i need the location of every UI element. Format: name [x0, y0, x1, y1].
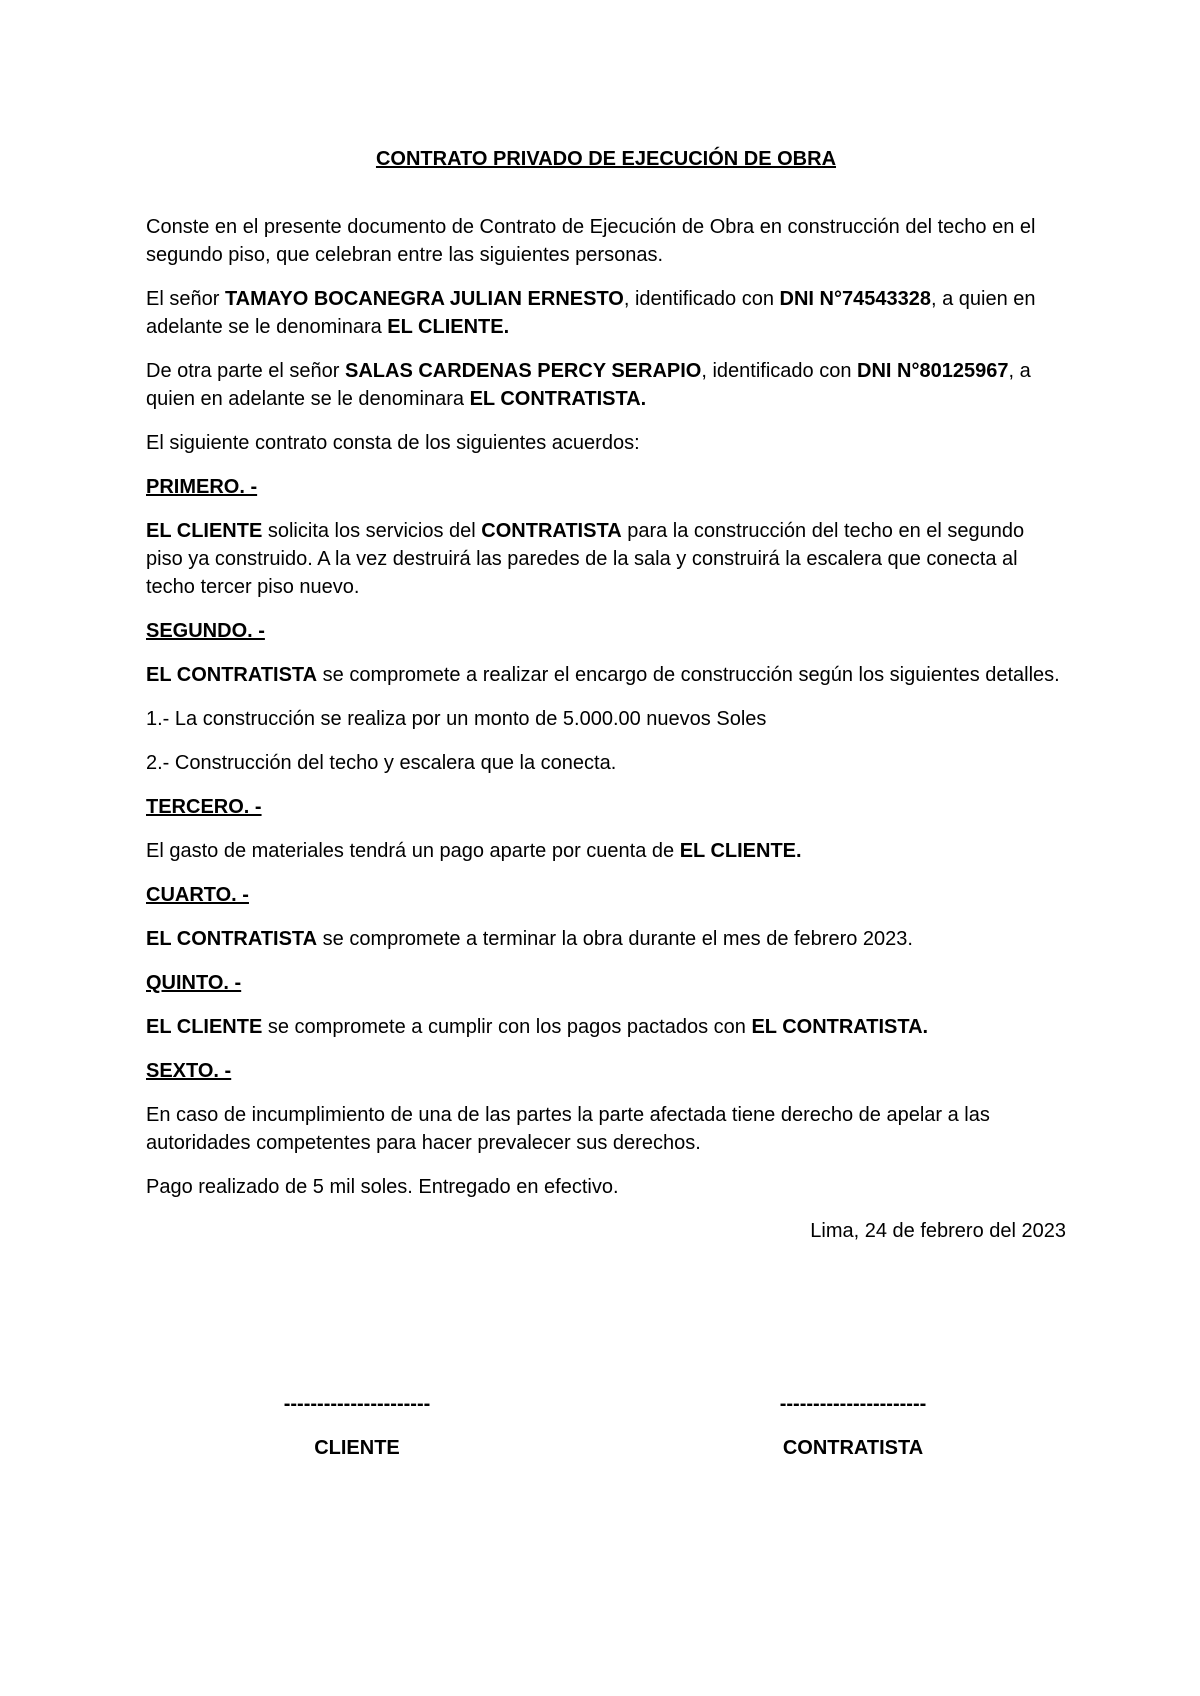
tercero-b1: EL CLIENTE. [679, 840, 802, 862]
segundo-t1: se compromete a realizar el encargo de construcción según los siguientes detalles. [317, 664, 1060, 686]
clause-tercero-text [146, 837, 1066, 865]
signature-label-contractor: CONTRATISTA [782, 1437, 924, 1459]
segundo-item-2: 2.- Construcción del techo y escalera que la conecta. [146, 752, 617, 774]
client-dni: DNI N°74543328 [779, 288, 931, 310]
segundo-b1: EL CONTRATISTA [146, 664, 318, 686]
quinto-t1: se compromete a cumplir con los pagos pactados con [262, 1016, 752, 1038]
quinto-b1: EL CLIENTE [146, 1016, 263, 1038]
clause-heading-primero: PRIMERO. - [146, 476, 258, 498]
agreements-intro: El siguiente contrato consta de los siguientes acuerdos: [146, 432, 640, 454]
party1-post: , a quien en adelante se le denominara [146, 288, 1036, 338]
signature-block-client [157, 1390, 557, 1462]
signature-line-contractor: ---------------------- [779, 1393, 927, 1415]
cuarto-t1: se compromete a terminar la obra durante el mes de febrero 2023. [317, 928, 913, 950]
clause-cuarto-text [146, 925, 1066, 953]
clause-heading-segundo: SEGUNDO. - [146, 620, 265, 642]
clause-heading-quinto: QUINTO. - [146, 972, 242, 994]
contract-document [146, 145, 1066, 1261]
clause-heading-sexto: SEXTO. - [146, 1060, 232, 1082]
primero-t2: para la construcción del techo en el segundo piso ya construido. A la vez destruirá las paredes de la sala y construirá la escalera que conecta al techo tercer piso nuevo. [146, 520, 1025, 598]
clause-sexto-text: En caso de incumplimiento de una de las partes la parte afectada tiene derecho de apelar a las autoridades competentes para hacer prevalecer sus derechos. [146, 1104, 990, 1154]
signature-line-client: ---------------------- [283, 1393, 431, 1415]
primero-b1: EL CLIENTE [146, 520, 263, 542]
clause-heading-cuarto: CUARTO. - [146, 884, 249, 906]
place-date: Lima, 24 de febrero del 2023 [810, 1220, 1066, 1242]
contractor-dni: DNI N°80125967 [857, 360, 1009, 382]
clause-quinto-text [146, 1013, 1066, 1041]
clause-heading-tercero: TERCERO. - [146, 796, 262, 818]
primero-b2: CONTRATISTA [481, 520, 622, 542]
party1-pre: El señor [146, 288, 225, 310]
party1-mid: , identificado con [623, 288, 780, 310]
party-client-paragraph [146, 285, 1066, 341]
party2-mid: , identificado con [701, 360, 858, 382]
quinto-b2: EL CONTRATISTA. [751, 1016, 929, 1038]
party2-pre: De otra parte el señor [146, 360, 345, 382]
segundo-item-1: 1.- La construcción se realiza por un monto de 5.000.00 nuevos Soles [146, 708, 767, 730]
document-title: CONTRATO PRIVADO DE EJECUCIÓN DE OBRA [375, 148, 837, 170]
clause-segundo-text [146, 661, 1066, 689]
cuarto-b1: EL CONTRATISTA [146, 928, 318, 950]
client-role: EL CLIENTE. [387, 316, 510, 338]
signature-label-client: CLIENTE [314, 1437, 400, 1459]
intro-paragraph: Conste en el presente documento de Contrato de Ejecución de Obra en construcción del techo en el segundo piso, que celebran entre las siguientes personas. [146, 216, 1036, 266]
clause-primero-text [146, 517, 1066, 601]
contractor-name: SALAS CARDENAS PERCY SERAPIO [345, 360, 702, 382]
client-name: TAMAYO BOCANEGRA JULIAN ERNESTO [224, 288, 624, 310]
signature-block-contractor [653, 1390, 1053, 1462]
tercero-t1: El gasto de materiales tendrá un pago aparte por cuenta de [146, 840, 680, 862]
contractor-role: EL CONTRATISTA. [469, 388, 647, 410]
primero-t1: solicita los servicios del [262, 520, 482, 542]
payment-note: Pago realizado de 5 mil soles. Entregado en efectivo. [146, 1176, 619, 1198]
party-contractor-paragraph [146, 357, 1066, 413]
party2-post: , a quien en adelante se le denominara [146, 360, 1031, 410]
